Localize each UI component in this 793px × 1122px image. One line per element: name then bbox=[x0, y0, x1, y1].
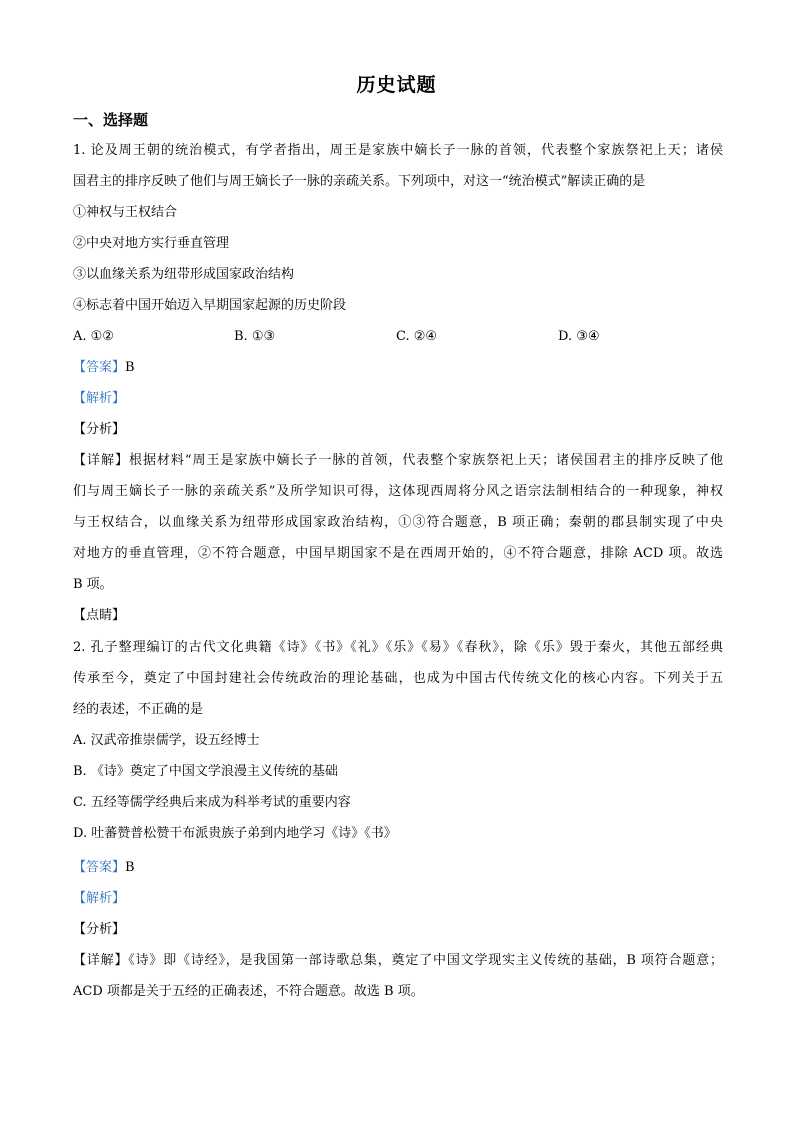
q2-detail-text-1: 《诗》即《诗经》，是我国第一部诗歌总集，奠定了中国文学现实主义传统的基础，B 项符合题意； bbox=[128, 953, 723, 968]
q1-option-b: B. ①③ bbox=[234, 329, 276, 344]
q2-detail-line-1 bbox=[73, 952, 723, 970]
q1-option-a: A. ①② bbox=[73, 329, 114, 344]
q2-answer-value: B bbox=[125, 860, 135, 875]
q2-option-c: C. 五经等儒学经典后来成为科举考试的重要内容 bbox=[73, 795, 351, 810]
q2-detail-line-2: ACD 项都是关于五经的正确表述，不符合题意。故选 B 项。 bbox=[73, 984, 424, 999]
q1-analysis-tag: 【解析】 bbox=[73, 391, 126, 406]
q1-item-1: ①神权与王权结合 bbox=[73, 205, 178, 220]
q2-option-d: D. 吐蕃赞普松赞干布派贵族子弟到内地学习《诗》《书》 bbox=[73, 826, 397, 841]
section-heading: 一、选择题 bbox=[73, 111, 149, 129]
q2-stem-line-3: 经的表述，不正确的是 bbox=[73, 702, 204, 717]
q1-fenxi-tag: 【分析】 bbox=[73, 422, 126, 437]
q2-analysis-tag: 【解析】 bbox=[73, 891, 126, 906]
q1-dianjing-tag: 【点睛】 bbox=[73, 608, 126, 623]
q1-detail-tag: 【详解】 bbox=[73, 453, 129, 468]
q1-detail-line-1 bbox=[73, 452, 723, 470]
page-title: 历史试题 bbox=[356, 74, 437, 96]
q2-stem-line-1: 2. 孔子整理编订的古代文化典籍《诗》《书》《礼》《乐》《易》《春秋》，除《乐》毁于秦火，其他五部经典 bbox=[73, 640, 723, 655]
q1-detail-line-2: 们与周王嫡长子一脉的亲疏关系”及所学知识可得，这体现西周将分风之语宗法制相结合的一种现象，神权 bbox=[73, 484, 723, 499]
q2-answer-line bbox=[73, 859, 723, 877]
q2-fenxi-tag: 【分析】 bbox=[73, 922, 126, 937]
q2-answer-tag: 【答案】 bbox=[73, 860, 126, 875]
q1-option-d: D. ③④ bbox=[558, 329, 600, 344]
q1-detail-line-5: B 项。 bbox=[73, 577, 113, 592]
q1-answer-tag: 【答案】 bbox=[73, 360, 126, 375]
q1-detail-line-3: 与王权结合，以血缘关系为纽带形成国家政治结构，①③符合题意，B 项正确；秦朝的郡县制实现了中央 bbox=[73, 515, 723, 530]
q2-detail-tag: 【详解】 bbox=[73, 953, 129, 968]
q2-option-b: B. 《诗》奠定了中国文学浪漫主义传统的基础 bbox=[73, 764, 338, 779]
q1-detail-text-1: 根据材料“周王是家族中嫡长子一脉的首领，代表整个家族祭祀上天；诸侯国君主的排序反映了他 bbox=[128, 453, 723, 468]
q1-answer-value: B bbox=[125, 360, 135, 375]
q2-option-a: A. 汉武帝推崇儒学，设五经博士 bbox=[73, 733, 260, 748]
q1-item-3: ③以血缘关系为纽带形成国家政治结构 bbox=[73, 267, 295, 282]
q1-stem-line-1: 1. 论及周王朝的统治模式，有学者指出，周王是家族中嫡长子一脉的首领，代表整个家族祭祀上天；诸侯 bbox=[73, 143, 723, 158]
q1-item-4: ④标志着中国开始迈入早期国家起源的历史阶段 bbox=[73, 298, 347, 313]
q1-option-c: C. ②④ bbox=[396, 329, 438, 344]
q1-answer-line bbox=[73, 359, 723, 377]
q1-stem-line-2: 国君主的排序反映了他们与周王嫡长子一脉的亲疏关系。下列项中，对这一“统治模式”解读正确的是 bbox=[73, 174, 646, 189]
q1-detail-line-4: 对地方的垂直管理，②不符合题意，中国早期国家不是在西周开始的，④不符合题意，排除 ACD 项。故选 bbox=[73, 546, 723, 561]
q2-stem-line-2: 传承至今，奠定了中国封建社会传统政治的理论基础，也成为中国古代传统文化的核心内容。下列关于五 bbox=[73, 671, 723, 686]
q1-item-2: ②中央对地方实行垂直管理 bbox=[73, 236, 230, 251]
